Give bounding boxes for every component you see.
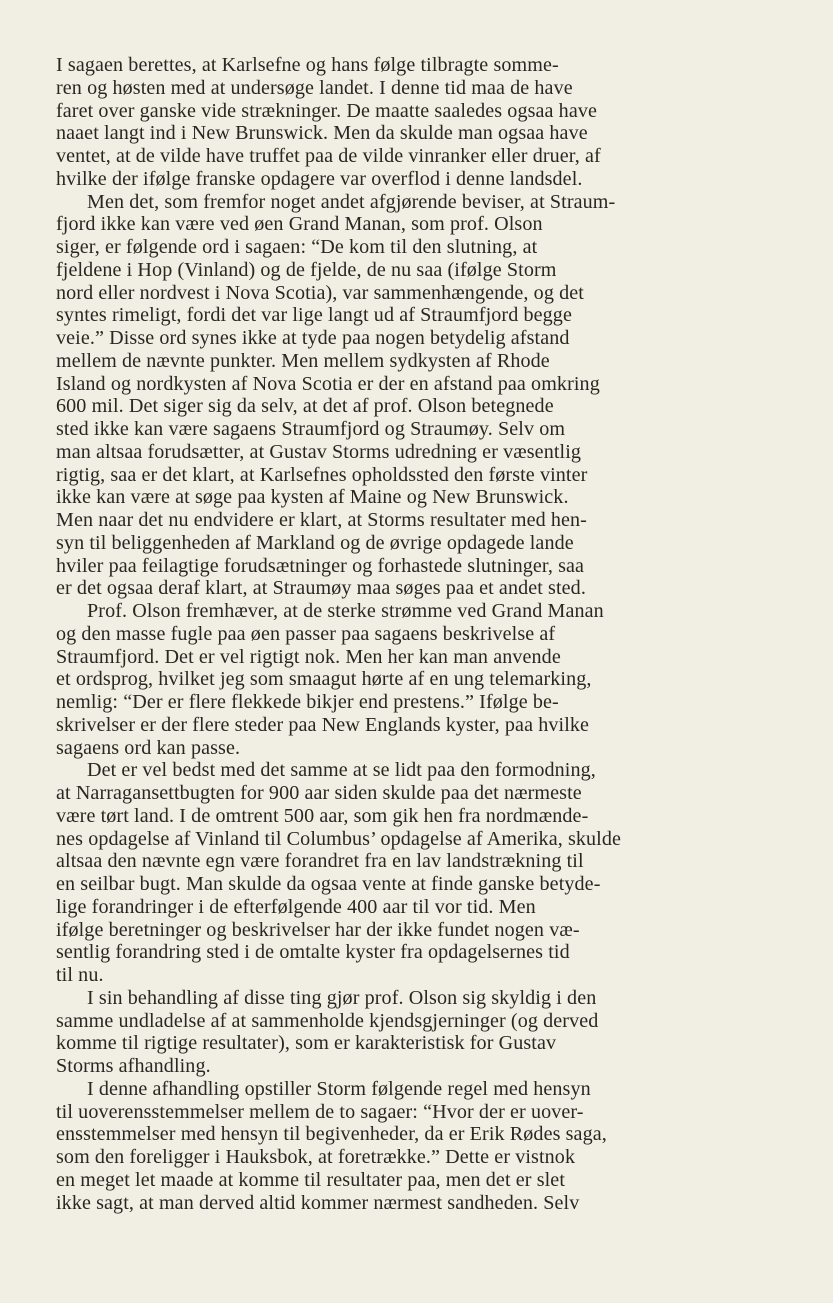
text-line: Island og nordkysten af Nova Scotia er der en afstand paa omkring [56,372,600,395]
text-line: Men naar det nu endvidere er klart, at Storms resultater med hen- [56,509,587,531]
book-page [56,54,718,1214]
text-line: sagaens ord kan passe. [56,736,241,759]
text-line: Straumfjord. Det er vel rigtigt nok. Men her kan man anvende [56,645,561,668]
text-line: naaet langt ind i New Brunswick. Men da skulde man ogsaa have [56,122,588,145]
text-line: veie.” Disse ord synes ikke at tyde paa nogen betydelig afstand [56,327,570,349]
text-line: er det ogsaa deraf klart, at Straumøy maa søges paa et andet sted. [56,577,586,600]
text-line: Storms afhandling. [56,1055,211,1077]
paragraph [56,191,718,601]
text-line: være tørt land. I de omtrent 500 aar, som gik hen fra nordmænde- [56,804,589,827]
text-line: en meget let maade at komme til resultater paa, men det er slet [56,1168,565,1191]
text-line: Prof. Olson fremhæver, at de sterke strømme ved Grand Manan [87,600,604,622]
paragraph [56,1078,718,1215]
paragraph [56,759,718,987]
text-line: ikke sagt, at man derved altid kommer nærmest sandheden. Selv [56,1191,580,1214]
paragraph [56,54,718,191]
text-line: ventet, at de vilde have truffet paa de vilde vinranker eller druer, af [56,145,601,167]
text-line: altsaa den nævnte egn være forandret fra en lav landstrækning til [56,850,584,873]
text-line: syntes rimeligt, fordi det var lige langt ud af Straumfjord begge [56,304,572,327]
text-line: ifølge beretninger og beskrivelser har der ikke fundet nogen væ- [56,918,580,941]
text-line: sentlig forandring sted i de omtalte kyster fra opdagelsernes tid [56,941,570,964]
text-line: ikke kan være at søge paa kysten af Maine og New Brunswick. [56,486,569,509]
text-line: siger, er følgende ord i sagaen: “De kom til den slutning, at [56,236,538,258]
text-line: I denne afhandling opstiller Storm følgende regel med hensyn [87,1077,591,1100]
text-line: og den masse fugle paa øen passer paa sagaens beskrivelse af [56,622,556,645]
text-line: man altsaa forudsætter, at Gustav Storms udredning er væsentlig [56,440,582,463]
text-line: til uoverensstemmelser mellem de to sagaer: “Hvor der er uover- [56,1100,584,1123]
text-line: hvilke der ifølge franske opdagere var overflod i denne landsdel. [56,167,583,190]
text-line: fjord ikke kan være ved øen Grand Manan, som prof. Olson [56,213,543,236]
text-line: I sagaen berettes, at Karlsefne og hans følge tilbragte somme- [56,54,559,76]
text-line: lige forandringer i de efterfølgende 400 aar til vor tid. Men [56,895,536,918]
text-line: til nu. [56,964,104,986]
text-line: skrivelser er der flere steder paa New Englands kyster, paa hvilke [56,713,590,736]
text-line: rigtig, saa er det klart, at Karlsefnes opholdssted den første vinter [56,463,588,486]
text-line: som den foreligger i Hauksbok, at foretrække.” Dette er vistnok [56,1146,576,1168]
paragraph [56,600,718,759]
text-line: mellem de nævnte punkter. Men mellem sydkysten af Rhode [56,349,550,372]
text-line: Det er vel bedst med det samme at se lidt paa den formodning, [87,759,596,782]
text-line: ren og høsten med at undersøge landet. I denne tid maa de have [56,76,573,99]
text-line: fjeldene i Hop (Vinland) og de fjelde, de nu saa (ifølge Storm [56,258,557,281]
text-line: ensstemmelser med hensyn til begivenheder, da er Erik Rødes saga, [56,1123,607,1146]
text-line: nord eller nordvest i Nova Scotia), var sammenhængende, og det [56,281,584,304]
text-line: et ordsprog, hvilket jeg som smaagut hørte af en ung telemarking, [56,668,592,691]
text-line: faret over ganske vide strækninger. De maatte saaledes ogsaa have [56,99,598,122]
text-line: samme undladelse af at sammenholde kjendsgjerninger (og derved [56,1009,599,1032]
text-line: nemlig: “Der er flere flekkede bikjer end prestens.” Ifølge be- [56,691,559,713]
paragraph [56,987,718,1078]
text-line: sted ikke kan være sagaens Straumfjord og Straumøy. Selv om [56,418,566,440]
text-line: syn til beliggenheden af Markland og de øvrige opdagede lande [56,531,574,554]
text-line: hviler paa feilagtige forudsætninger og forhastede slutninger, saa [56,554,585,577]
text-line: 600 mil. Det siger sig da selv, at det af prof. Olson betegnede [56,395,554,418]
text-line: Men det, som fremfor noget andet afgjørende beviser, at Straum- [87,190,616,213]
text-line: nes opdagelse af Vinland til Columbus’ opdagelse af Amerika, skulde [56,827,622,850]
text-line: I sin behandling af disse ting gjør prof. Olson sig skyldig i den [87,986,597,1009]
text-line: komme til rigtige resultater), som er karakteristisk for Gustav [56,1032,557,1055]
text-line: en seilbar bugt. Man skulde da ogsaa vente at finde ganske betyde- [56,873,601,895]
text-line: at Narragansettbugten for 900 aar siden skulde paa det nærmeste [56,782,582,804]
